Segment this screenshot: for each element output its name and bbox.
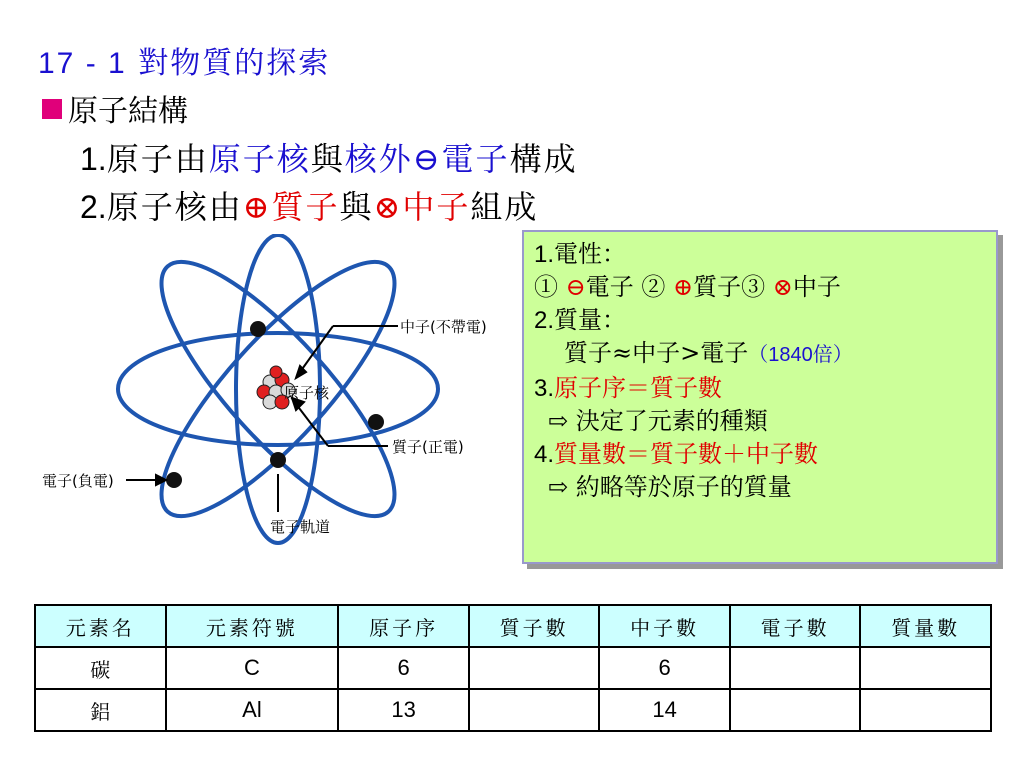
- neutron-symbol-icon: ⊗: [772, 273, 793, 301]
- table-cell: [730, 689, 861, 731]
- proton-symbol-icon: ⊕: [673, 273, 694, 301]
- table-cell: 14: [599, 689, 730, 731]
- electron-2: [368, 414, 384, 430]
- section-number: 17 - 1: [38, 47, 127, 80]
- table-cell: 6: [599, 647, 730, 689]
- info-p2-title: [534, 304, 986, 337]
- point-2-text-a: 原子核由: [106, 188, 243, 226]
- header-cell: 質子數: [469, 605, 600, 647]
- info-item-neutron: 中子: [792, 273, 841, 301]
- mass-ratio-number: 1840: [768, 344, 813, 366]
- title-text: 對物質的探索: [138, 46, 331, 81]
- table-row: [35, 647, 991, 689]
- info-p3-number: 3.: [534, 375, 555, 402]
- header-cell: 電子數: [730, 605, 861, 647]
- header-cell: 中子數: [599, 605, 730, 647]
- info-mark-1: ①: [534, 273, 558, 301]
- table-cell: [730, 647, 861, 689]
- info-item-electron: 電子: [585, 273, 634, 301]
- header-cell: 原子序: [338, 605, 469, 647]
- point-2-text-e: 組成: [470, 188, 539, 226]
- header-cell: 元素符號: [166, 605, 339, 647]
- electron-symbol-icon: ⊖: [565, 273, 586, 301]
- atom-drawing: [38, 234, 518, 560]
- info-p1-title: [534, 238, 986, 271]
- table-cell: Al: [166, 689, 339, 731]
- atom-diagram: [38, 234, 518, 560]
- point-2-proton: ⊕質子: [242, 188, 340, 226]
- orbit-label: 電子軌道: [270, 518, 331, 536]
- mass-comparison: 質子≈中子>電子: [564, 339, 749, 367]
- point-2-number: 2.: [80, 189, 107, 225]
- mass-ratio-open: （: [748, 342, 769, 366]
- electron-label: 電子(負電): [42, 472, 114, 490]
- electron-3: [166, 472, 182, 488]
- info-p4-text: [534, 471, 986, 504]
- mass-number-meaning: 約略等於原子的質量: [575, 473, 792, 501]
- table-cell: 鋁: [35, 689, 166, 731]
- nucleus-label: 原子核: [284, 384, 330, 402]
- table-cell: 13: [338, 689, 469, 731]
- point-1-electron: 核外⊖電子: [344, 140, 510, 178]
- info-p2-title-text: 質量：: [554, 306, 627, 334]
- info-p3-title: [534, 372, 986, 405]
- header-cell: 元素名: [35, 605, 166, 647]
- table-cell: [469, 689, 600, 731]
- element-table: [34, 604, 992, 732]
- point-1-text-c: 與: [310, 140, 345, 178]
- table-cell: C: [166, 647, 339, 689]
- arrow-right-icon: ⇨: [548, 407, 569, 435]
- point-1-number: 1.: [80, 141, 107, 177]
- bullet-text: 原子結構: [68, 94, 188, 129]
- info-item-proton: 質子③: [693, 273, 766, 301]
- electron-1: [250, 321, 266, 337]
- mass-number-rule: 質量數＝質子數＋中子數: [554, 440, 819, 468]
- info-mark-2: ②: [641, 273, 666, 301]
- atomic-number-rule: 原子序＝質子數: [554, 374, 723, 402]
- point-2-neutron: ⊗中子: [373, 188, 471, 226]
- info-p1-number: 1.: [534, 241, 555, 268]
- table-cell: [860, 689, 991, 731]
- neutron-label: 中子(不帶電): [400, 318, 487, 336]
- table-cell: 碳: [35, 647, 166, 689]
- point-2-text-c: 與: [339, 188, 374, 226]
- table-cell: 6: [338, 647, 469, 689]
- info-p2-number: 2.: [534, 307, 555, 334]
- info-p4-number: 4.: [534, 441, 555, 468]
- arrow-right-icon: ⇨: [548, 473, 569, 501]
- info-box: [522, 230, 998, 564]
- bullet-heading: [42, 86, 188, 130]
- info-p1-title-text: 電性：: [554, 240, 627, 268]
- proton-label: 質子(正電): [392, 438, 464, 456]
- table-cell: [860, 647, 991, 689]
- point-1: [80, 134, 578, 180]
- header-cell: 質量數: [860, 605, 991, 647]
- table-cell: [469, 647, 600, 689]
- point-1-nucleus: 原子核: [208, 140, 311, 178]
- info-p3-text: [534, 405, 986, 438]
- table-header-row: [35, 605, 991, 647]
- info-p4-title: [534, 438, 986, 471]
- point-1-text-e: 構成: [509, 140, 578, 178]
- mass-ratio-text: 倍）: [812, 342, 853, 366]
- info-p2-text: [534, 337, 986, 372]
- square-bullet-icon: [42, 99, 62, 119]
- table-row: [35, 689, 991, 731]
- point-1-text-a: 原子由: [106, 140, 209, 178]
- info-p1-items: [534, 271, 986, 304]
- pointer-lines: [126, 326, 398, 512]
- slide-title: [38, 38, 330, 82]
- point-2: [80, 182, 538, 228]
- electron-4: [270, 452, 286, 468]
- atomic-number-meaning: 決定了元素的種類: [575, 407, 768, 435]
